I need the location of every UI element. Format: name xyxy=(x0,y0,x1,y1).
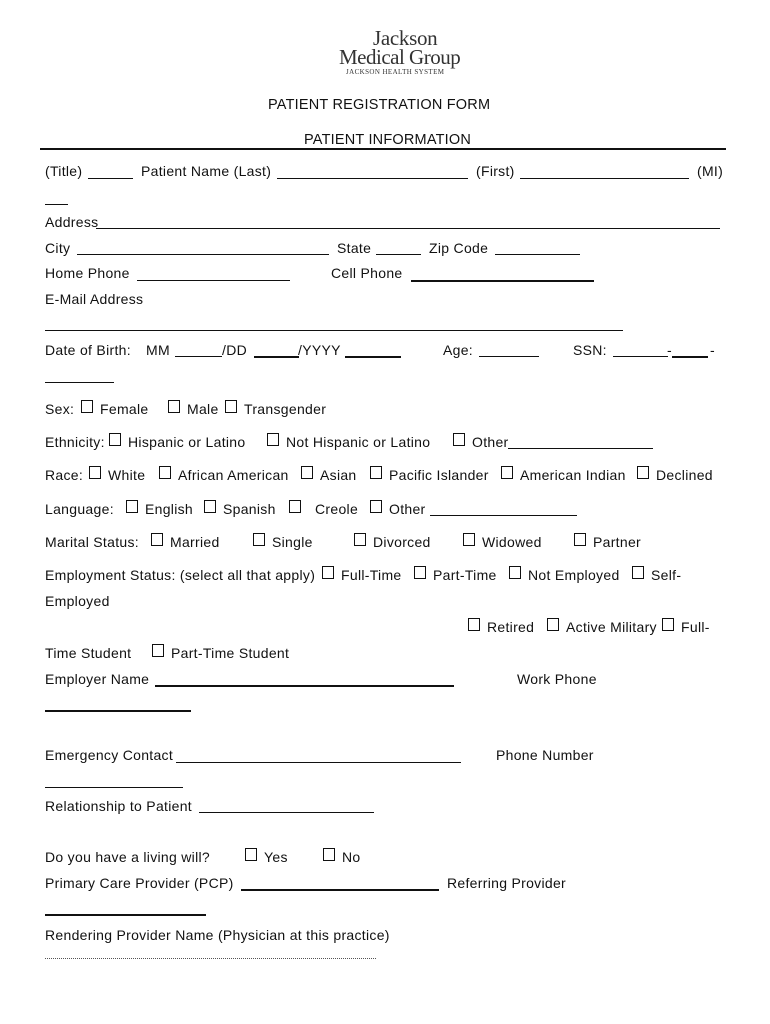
marital-single-checkbox[interactable] xyxy=(253,533,265,546)
employer-field[interactable] xyxy=(155,685,454,687)
ssn-field-1[interactable] xyxy=(613,356,668,357)
marital-married-label: Married xyxy=(170,534,220,550)
age-label: Age: xyxy=(443,342,473,358)
relationship-field[interactable] xyxy=(199,812,374,813)
race-pacific-islander-checkbox[interactable] xyxy=(370,466,382,479)
first-name-label: (First) xyxy=(476,163,515,179)
address-label: Address xyxy=(45,214,99,230)
living-will-yes-checkbox[interactable] xyxy=(245,848,257,861)
address-field[interactable] xyxy=(96,228,720,229)
city-field[interactable] xyxy=(77,254,329,255)
language-label: Language: xyxy=(45,501,114,517)
employment-not-employed-checkbox[interactable] xyxy=(509,566,521,579)
marital-widowed-label: Widowed xyxy=(482,534,542,550)
race-african-american-checkbox[interactable] xyxy=(159,466,171,479)
referring-provider-field[interactable] xyxy=(45,914,206,916)
email-label: E-Mail Address xyxy=(45,291,144,307)
employment-self-employed-checkbox[interactable] xyxy=(632,566,644,579)
cell-phone-field[interactable] xyxy=(411,280,594,282)
employment-not-employed-label: Not Employed xyxy=(528,567,620,583)
employment-part-time-student-label: Part-Time Student xyxy=(171,645,290,661)
title-field[interactable] xyxy=(88,178,133,179)
mi-field[interactable] xyxy=(45,204,68,205)
dob-yyyy-label: /YYYY xyxy=(298,342,341,358)
zip-field[interactable] xyxy=(495,254,580,255)
pcp-field[interactable] xyxy=(241,889,439,891)
race-declined-label: Declined xyxy=(656,467,713,483)
race-african-american-label: African American xyxy=(178,467,289,483)
employment-part-time-student-checkbox[interactable] xyxy=(152,644,164,657)
marital-label: Marital Status: xyxy=(45,534,139,550)
ethnicity-not-hispanic-label: Not Hispanic or Latino xyxy=(286,434,431,450)
sex-male-checkbox[interactable] xyxy=(168,400,180,413)
language-english-checkbox[interactable] xyxy=(126,500,138,513)
marital-divorced-checkbox[interactable] xyxy=(354,533,366,546)
rendering-provider-label: Rendering Provider Name (Physician at this practice) xyxy=(45,927,390,943)
living-will-yes-label: Yes xyxy=(264,849,288,865)
ssn-field-2[interactable] xyxy=(672,356,708,358)
employment-full-time-student-checkbox[interactable] xyxy=(662,618,674,631)
ethnicity-hispanic-checkbox[interactable] xyxy=(109,433,121,446)
pcp-label: Primary Care Provider (PCP) xyxy=(45,875,234,891)
employment-self-label: Self- xyxy=(651,567,682,583)
marital-divorced-label: Divorced xyxy=(373,534,431,550)
dob-label: Date of Birth: xyxy=(45,342,131,358)
ssn-field-3[interactable] xyxy=(45,382,114,383)
form-title: PATIENT REGISTRATION FORM xyxy=(268,97,491,113)
race-white-label: White xyxy=(108,467,146,483)
email-field[interactable] xyxy=(45,330,623,331)
marital-single-label: Single xyxy=(272,534,313,550)
home-phone-field[interactable] xyxy=(137,280,290,281)
dob-dd-field[interactable] xyxy=(254,356,299,358)
referring-provider-label: Referring Provider xyxy=(447,875,566,891)
employment-full-label: Full- xyxy=(681,619,710,635)
mi-label: (MI) xyxy=(697,163,724,179)
work-phone-label: Work Phone xyxy=(517,671,597,687)
employment-full-time-checkbox[interactable] xyxy=(322,566,334,579)
employment-time-student-label: Time Student xyxy=(45,645,132,661)
ethnicity-other-field[interactable] xyxy=(508,448,653,449)
employment-active-military-label: Active Military xyxy=(566,619,657,635)
ethnicity-not-hispanic-checkbox[interactable] xyxy=(267,433,279,446)
employment-employed-label: Employed xyxy=(45,593,110,609)
dob-yyyy-field[interactable] xyxy=(345,356,401,358)
ethnicity-hispanic-label: Hispanic or Latino xyxy=(128,434,246,450)
employment-full-time-label: Full-Time xyxy=(341,567,402,583)
living-will-no-checkbox[interactable] xyxy=(323,848,335,861)
state-label: State xyxy=(337,240,372,256)
employment-label: Employment Status: (select all that apply) xyxy=(45,567,316,583)
work-phone-field[interactable] xyxy=(45,710,191,712)
last-name-label: Patient Name (Last) xyxy=(141,163,272,179)
race-american-indian-checkbox[interactable] xyxy=(501,466,513,479)
ssn-label: SSN: xyxy=(573,342,607,358)
race-american-indian-label: American Indian xyxy=(520,467,626,483)
language-creole-checkbox[interactable] xyxy=(289,500,301,513)
language-other-label: Other xyxy=(389,501,426,517)
section-title: PATIENT INFORMATION xyxy=(304,132,472,148)
dob-dd-label: /DD xyxy=(222,342,248,358)
employment-retired-checkbox[interactable] xyxy=(468,618,480,631)
ethnicity-label: Ethnicity: xyxy=(45,434,105,450)
phone-number-label: Phone Number xyxy=(496,747,594,763)
rendering-provider-field[interactable] xyxy=(45,958,376,959)
zip-label: Zip Code xyxy=(429,240,489,256)
home-phone-label: Home Phone xyxy=(45,265,130,281)
sex-transgender-checkbox[interactable] xyxy=(225,400,237,413)
cell-phone-label: Cell Phone xyxy=(331,265,403,281)
language-spanish-checkbox[interactable] xyxy=(204,500,216,513)
race-pacific-islander-label: Pacific Islander xyxy=(389,467,489,483)
logo-line-3: JACKSON HEALTH SYSTEM xyxy=(346,68,445,76)
phone-number-field[interactable] xyxy=(45,787,183,788)
last-name-field[interactable] xyxy=(277,178,468,179)
emergency-contact-field[interactable] xyxy=(176,762,461,763)
ssn-dash-1: - xyxy=(667,342,672,358)
sex-female-label: Female xyxy=(100,401,149,417)
language-creole-label: Creole xyxy=(315,501,359,517)
race-label: Race: xyxy=(45,467,84,483)
language-spanish-label: Spanish xyxy=(223,501,276,517)
marital-married-checkbox[interactable] xyxy=(151,533,163,546)
ethnicity-other-label: Other xyxy=(472,434,509,450)
age-field[interactable] xyxy=(479,356,539,357)
marital-widowed-checkbox[interactable] xyxy=(463,533,475,546)
state-field[interactable] xyxy=(376,254,421,255)
employment-retired-label: Retired xyxy=(487,619,535,635)
logo-line-1: Jackson xyxy=(373,26,438,50)
employment-active-military-checkbox[interactable] xyxy=(547,618,559,631)
title-label: (Title) xyxy=(45,163,83,179)
sex-male-label: Male xyxy=(187,401,219,417)
race-white-checkbox[interactable] xyxy=(89,466,101,479)
living-will-no-label: No xyxy=(342,849,361,865)
sex-transgender-label: Transgender xyxy=(244,401,327,417)
marital-partner-checkbox[interactable] xyxy=(574,533,586,546)
sex-female-checkbox[interactable] xyxy=(81,400,93,413)
language-other-field[interactable] xyxy=(430,515,577,516)
race-asian-checkbox[interactable] xyxy=(301,466,313,479)
city-label: City xyxy=(45,240,71,256)
dob-mm-field[interactable] xyxy=(175,356,222,357)
logo-line-2: Medical Group xyxy=(339,45,461,69)
employment-part-time-checkbox[interactable] xyxy=(414,566,426,579)
first-name-field[interactable] xyxy=(520,178,689,179)
language-other-checkbox[interactable] xyxy=(370,500,382,513)
ssn-dash-2: - xyxy=(710,342,715,358)
emergency-contact-label: Emergency Contact xyxy=(45,747,174,763)
race-asian-label: Asian xyxy=(320,467,357,483)
section-divider xyxy=(40,148,726,150)
dob-mm-label: MM xyxy=(146,342,170,358)
race-declined-checkbox[interactable] xyxy=(637,466,649,479)
employer-label: Employer Name xyxy=(45,671,150,687)
ethnicity-other-checkbox[interactable] xyxy=(453,433,465,446)
language-english-label: English xyxy=(145,501,194,517)
relationship-label: Relationship to Patient xyxy=(45,798,192,814)
employment-part-time-label: Part-Time xyxy=(433,567,497,583)
living-will-label: Do you have a living will? xyxy=(45,849,210,865)
marital-partner-label: Partner xyxy=(593,534,642,550)
sex-label: Sex: xyxy=(45,401,75,417)
